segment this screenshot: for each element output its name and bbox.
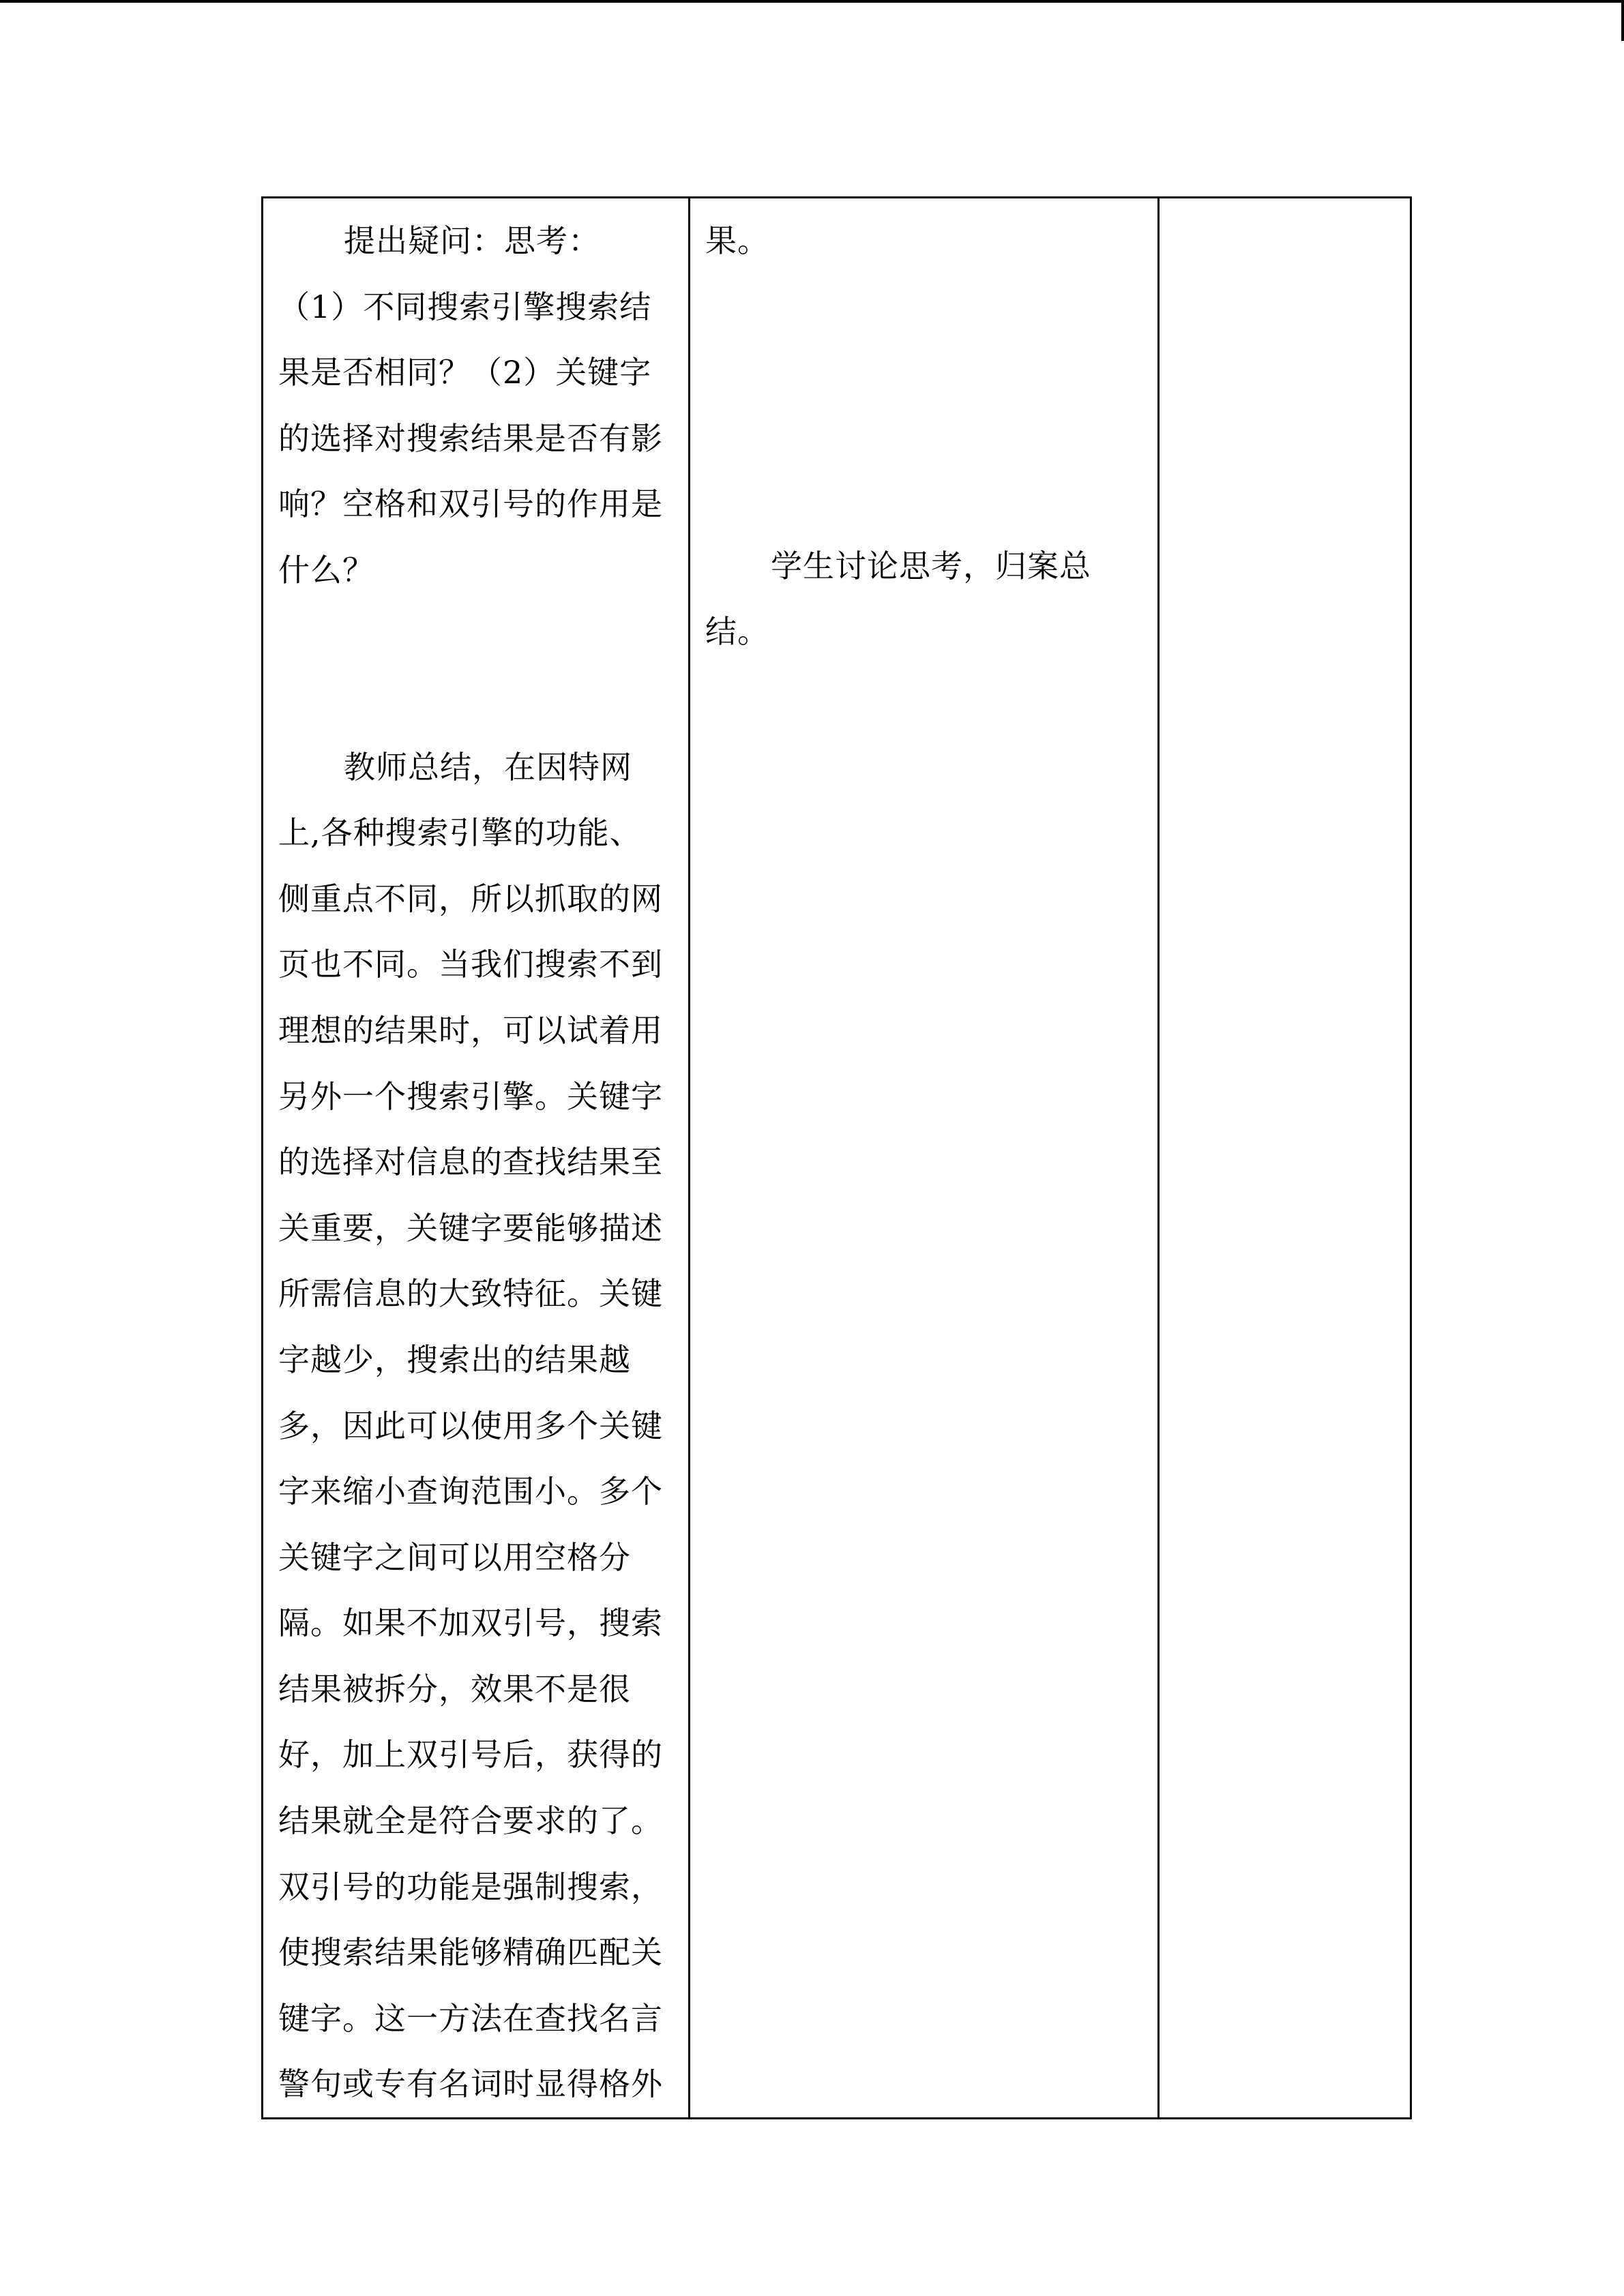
summary-line: 警句或专有名词时显得格外 bbox=[278, 2066, 663, 2103]
notes-cell bbox=[1159, 198, 1411, 2119]
question-line: （1）不同搜索引擎搜索结 bbox=[278, 288, 652, 325]
teacher-question-block bbox=[263, 198, 688, 603]
question-line: 提出疑问：思考： bbox=[344, 222, 600, 259]
page-right-rule bbox=[1621, 0, 1624, 41]
table-row bbox=[263, 198, 1411, 2119]
summary-line: 页也不同。当我们搜索不到 bbox=[278, 946, 663, 983]
question-line: 什么？ bbox=[278, 551, 374, 588]
summary-line: 关重要，关键字要能够描述 bbox=[278, 1209, 663, 1247]
summary-line: 结果就全是符合要求的了。 bbox=[278, 1802, 663, 1840]
summary-line: 另外一个搜索引擎。关键字 bbox=[278, 1077, 663, 1115]
summary-line: 双引号的功能是强制搜索， bbox=[278, 1868, 663, 1905]
teacher-activity-cell bbox=[263, 198, 690, 2119]
summary-line: 使搜索结果能够精确匹配关 bbox=[278, 1934, 663, 1971]
summary-line: 字来缩小查询范围小。多个 bbox=[278, 1473, 663, 1510]
student-activity-cell bbox=[690, 198, 1159, 2119]
student-carryover-block bbox=[690, 198, 1157, 274]
summary-line: 所需信息的大致特征。关键 bbox=[278, 1275, 663, 1313]
question-line: 果是否相同？（2）关键字 bbox=[278, 354, 652, 391]
summary-line: 隔。如果不加双引号，搜索 bbox=[278, 1605, 663, 1642]
teacher-summary-block bbox=[263, 603, 688, 2117]
summary-line: 结果被拆分，效果不是很 bbox=[278, 1670, 631, 1708]
summary-line: 侧重点不同，所以抓取的网 bbox=[278, 880, 663, 917]
activity-line: 学生讨论思考，归案总 bbox=[771, 547, 1091, 584]
carryover-line: 果。 bbox=[705, 222, 769, 259]
summary-line: 理想的结果时，可以试着用 bbox=[278, 1011, 663, 1049]
summary-line: 多，因此可以使用多个关键 bbox=[278, 1407, 663, 1444]
summary-line: 键字。这一方法在查找名言 bbox=[278, 1999, 663, 2037]
summary-line: 上,各种搜索引擎的功能、 bbox=[278, 814, 642, 852]
page-top-rule bbox=[0, 0, 1624, 3]
student-discussion-block bbox=[690, 274, 1157, 665]
summary-line: 字越少，搜索出的结果越 bbox=[278, 1341, 631, 1378]
activity-line: 结。 bbox=[705, 613, 769, 651]
summary-line: 好，加上双引号后，获得的 bbox=[278, 1736, 663, 1774]
summary-line: 教师总结，在因特网 bbox=[344, 748, 632, 786]
question-line: 的选择对搜索结果是否有影 bbox=[278, 419, 663, 457]
summary-line: 关键字之间可以用空格分 bbox=[278, 1538, 631, 1576]
summary-line: 的选择对信息的查找结果至 bbox=[278, 1144, 663, 1181]
lesson-plan-table bbox=[261, 196, 1412, 2119]
question-line: 响？空格和双引号的作用是 bbox=[278, 486, 663, 523]
